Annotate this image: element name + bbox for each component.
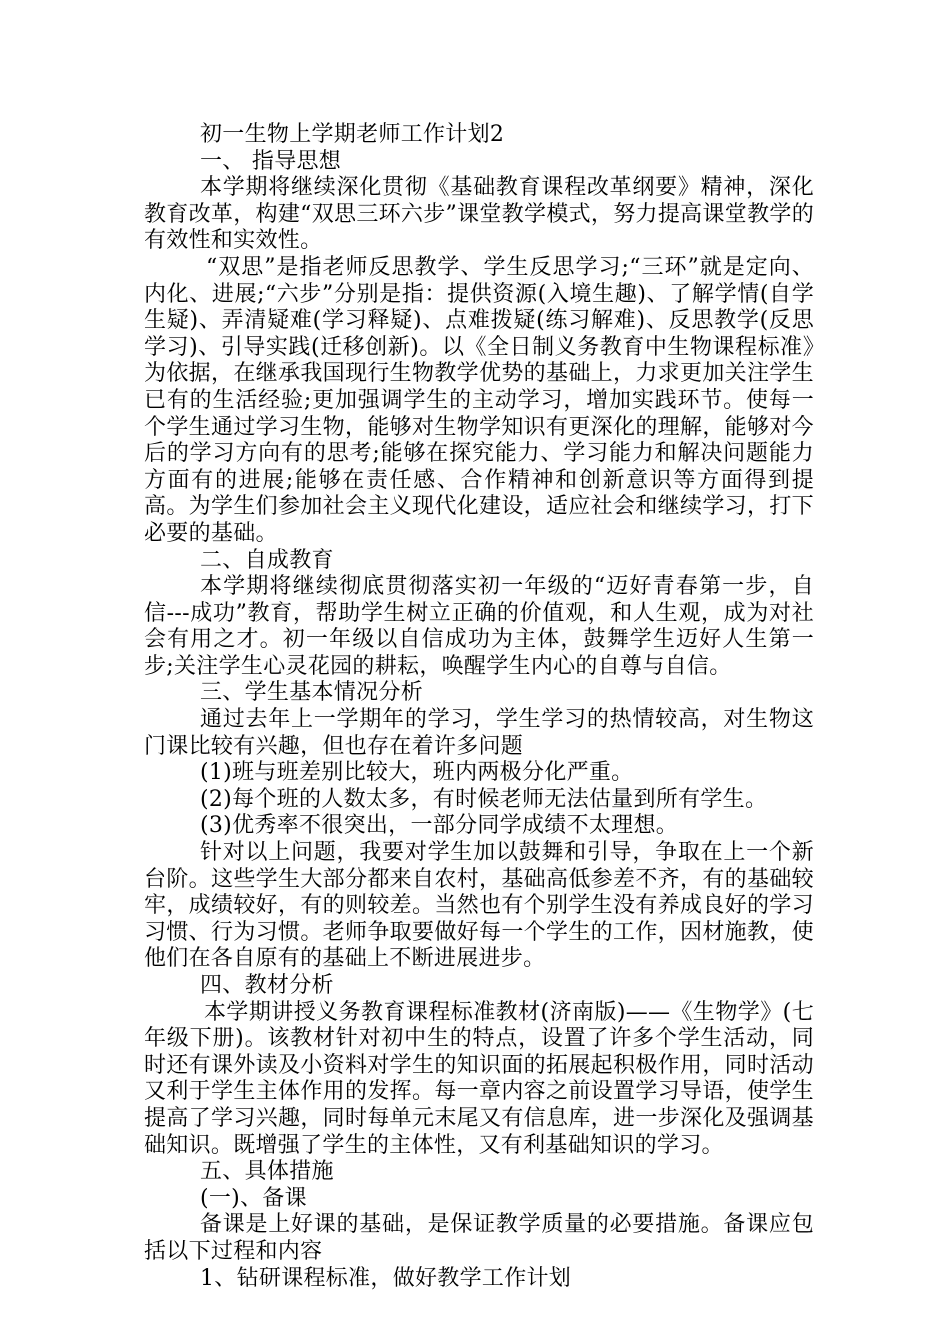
subsection-heading-lesson-prep: (一)、备课	[200, 1185, 307, 1211]
document-title: 初一生物上学期老师工作计划2	[200, 122, 505, 147]
section-heading-guiding-thought: 一、 指导思想	[200, 148, 342, 174]
paragraph: 本学期讲授义务教育课程标准教材(济南版)——《生物学》(七年级下册)。该教材针对初中生的特点，设置了许多个学生活动，同时还有课外读及小资料对学生的知识面的拓展起积极作用，同时活动又利于学生主体作用的发挥。每一章内容之前设置学习导语，使学生提高了学习兴趣，同时每单元末尾又有信息库，进一步深化及强调基础知识。既增强了学生的主体性，又有利基础知识的学习。	[144, 999, 814, 1158]
list-item: (2)每个班的人数太多，有时候老师无法估量到所有学生。	[200, 786, 768, 812]
list-item: (1)班与班差别比较大，班内两极分化严重。	[200, 760, 634, 786]
paragraph: 备课是上好课的基础，是保证教学质量的必要措施。备课应包括以下过程和内容	[144, 1212, 814, 1264]
paragraph: 针对以上问题，我要对学生加以鼓舞和引导，争取在上一个新台阶。这些学生大部分都来自农村，基础高低参差不齐，有的基础较牢，成绩较好，有的则较差。当然也有个别学生没有养成良好的学习习惯、行为习惯。老师争取要做好每一个学生的工作，因材施教，使他们在各自原有的基础上不断进展进步。	[144, 840, 814, 972]
paragraph: 本学期将继续彻底贯彻落实初一年级的“迈好青春第一步，自信---成功”教育，帮助学生树立正确的价值观，和人生观，成为对社会有用之才。初一年级以自信成功为主体，鼓舞学生迈好人生第一步;关注学生心灵花园的耕耘，唤醒学生内心的自尊与自信。	[144, 574, 814, 679]
section-heading-student-analysis: 三、学生基本情况分析	[200, 680, 424, 706]
section-heading-self-education: 二、自成教育	[200, 547, 334, 573]
document-body	[144, 122, 814, 1292]
section-heading-measures: 五、具体措施	[200, 1159, 334, 1185]
list-item: (3)优秀率不很突出，一部分同学成绩不太理想。	[200, 813, 679, 839]
paragraph: 本学期将继续深化贯彻《基础教育课程改革纲要》精神，深化教育改革，构建“双思三环六步”课堂教学模式，努力提高课堂教学的有效性和实效性。	[144, 175, 814, 254]
paragraph: “双思”是指老师反思教学、学生反思学习;“三环”就是定向、内化、进展;“六步”分别是指：提供资源(入境生趣)、了解学情(自学生疑)、弄清疑难(学习释疑)、点难拨疑(练习解难)、反思教学(反思学习)、引导实践(迁移创新)。以《全日制义务教育中生物课程标准》为依据，在继承我国现行生物教学优势的基础上，力求更加关注学生已有的生活经验;更加强调学生的主动学习，增加实践环节。使每一个学生通过学习生物，能够对生物学知识有更深化的理解，能够对今后的学习方向有的思考;能够在探究能力、学习能力和解决问题能力方面有的进展;能够在责任感、合作精神和创新意识等方面得到提高。为学生们参加社会主义现代化建设，适应社会和继续学习，打下必要的基础。	[144, 254, 814, 546]
paragraph: 通过去年上一学期年的学习，学生学习的热情较高，对生物这门课比较有兴趣，但也存在着许多问题	[144, 707, 814, 759]
section-heading-textbook-analysis: 四、教材分析	[200, 973, 334, 998]
list-item: 1、钻研课程标准，做好教学工作计划	[200, 1265, 572, 1291]
